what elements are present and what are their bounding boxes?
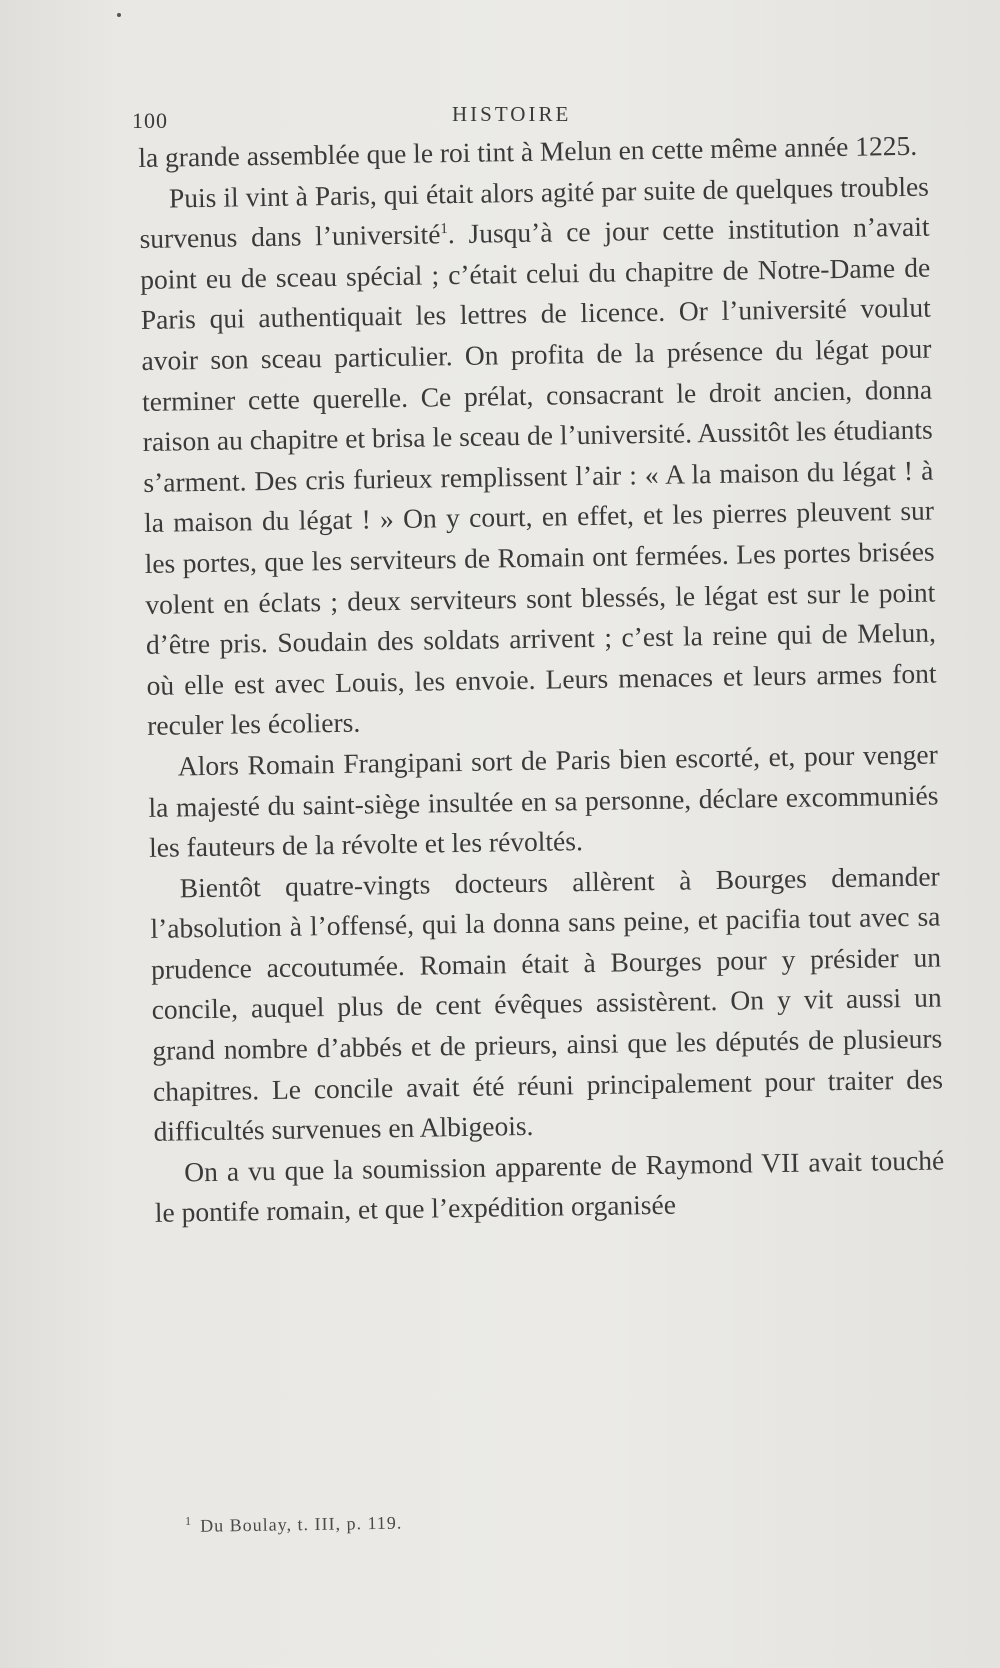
paragraph-bourges: Bientôt quatre-vingts docteurs allèrent à Bourges demander l’absolution à l’offensé, qui la donna sans peine, et pacifia tout avec sa prudence accoutumée. Romain était à Bourges pour y présider un concile, auquel plus de cent évêques assistèrent. On y vit aussi un grand nombre d’abbés et de prieurs, ainsi que les députés de plusieurs chapitres. Le concile avait été réuni principalement pour traiter des difficultés survenues en Albigeois. [150,860,944,1148]
footnote-text: Du Boulay, t. III, p. 119. [200,1512,403,1536]
body-text [138,126,945,1234]
paragraph-frangipani: Alors Romain Frangipani sort de Paris bien escorté, et, pour venger la majesté du saint-siège insultée en sa personne, déclare excommuniés les fauteurs de la révolte et les révoltés. [148,738,939,864]
page-number: 100 [132,108,168,133]
footnote-reference: 1 [440,221,448,238]
footnote [185,1503,885,1537]
paragraph-university-start: Puis il vint à Paris, qui était alors agité par suite de quelques troubles survenus dans l’université [139,170,930,255]
paragraph-university-rest: . Jusqu’à ce jour cette institution n’avait point eu de sceau spécial ; c’était celui du chapitre de Notre-Dame de Paris qui authentiquait les lettres de licence. Or l’université voulut avoir son sceau particulier. On profita de la présence du légat pour terminer cette querelle. Ce prélat, consacrant le droit ancien, donna raison au chapitre et brisa le sceau de l’université. Aussitôt les étudiants s’arment. Des cris furieux remplissent l’air : « A la maison du légat ! à la maison du légat ! » On y court, en effet, et les pierres pleuvent sur les portes, que les serviteurs de Romain ont fermées. Les portes brisées volent en éclats ; deux serviteurs sont blessés, le légat est sur le point d’être pris. Soudain des soldats arrivent ; c’est la reine qui de Melun, où elle est avec Louis, les envoie. Leurs menaces et leurs armes font reculer les écoliers. [139,210,937,742]
running-title: HISTOIRE [452,102,572,126]
footnote-marker: 1 [185,1513,193,1528]
paragraph-university [139,166,938,747]
paragraph-raymond: On a vu que la soumission apparente de Raymond VII avait touché le pontife romain, et que l’expédition organisée [154,1144,945,1229]
ink-speck [117,13,121,17]
paragraph-continuation: la grande assemblée que le roi tint à Melun en cette même année 1225. [138,129,918,173]
